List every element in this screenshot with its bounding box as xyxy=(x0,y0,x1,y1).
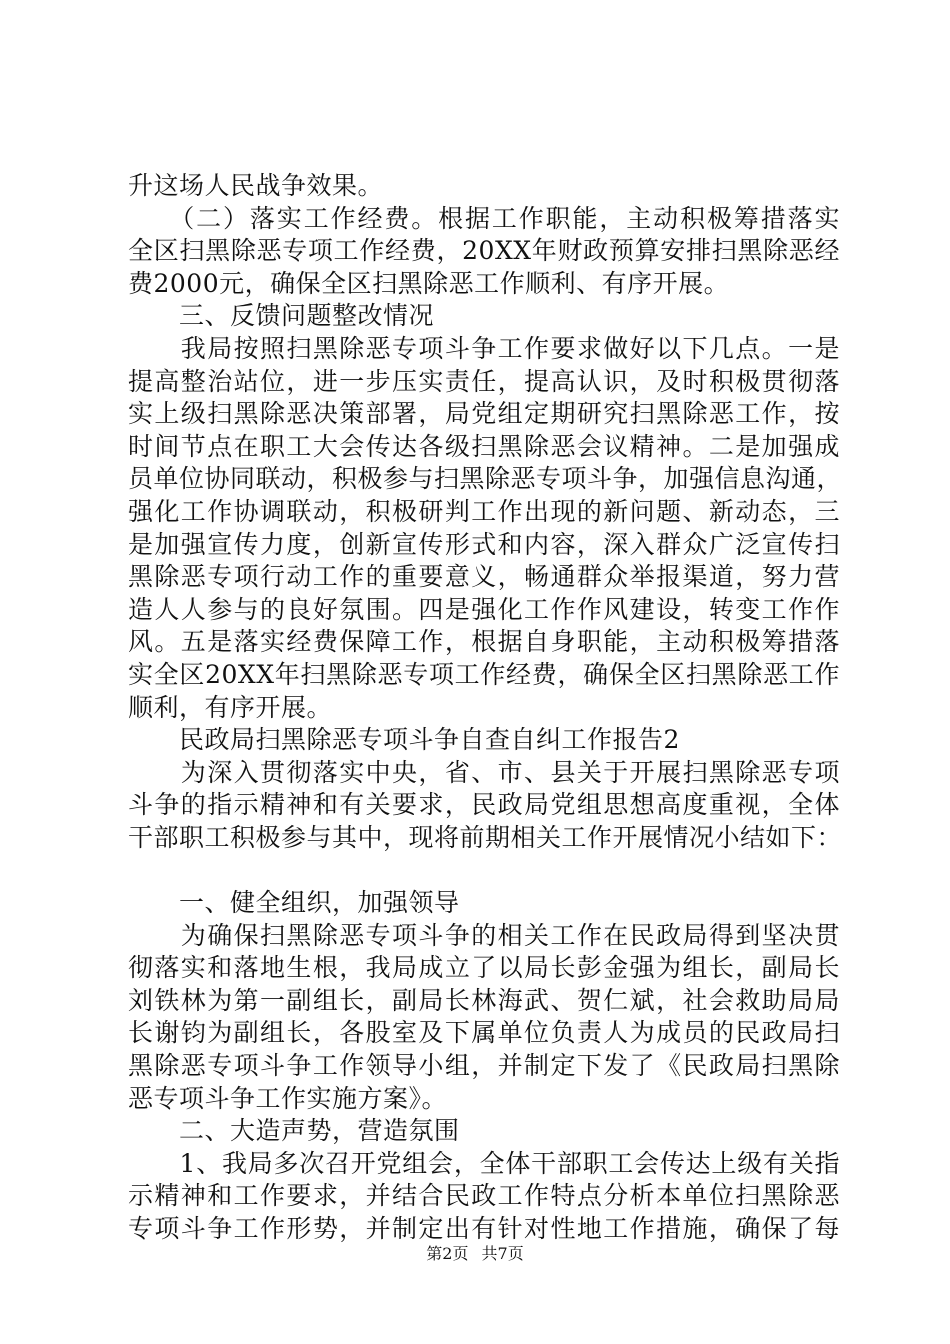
text-line: 是加强宣传力度，创新宣传形式和内容，深入群众广泛宣传扫 xyxy=(128,529,840,559)
text-line: 三、反馈问题整改情况 xyxy=(128,301,435,331)
text-line: 二、大造声势，营造氛围 xyxy=(128,1116,460,1146)
text-line: 黑除恶专项行动工作的重要意义，畅通群众举报渠道，努力营 xyxy=(128,562,840,592)
document-body xyxy=(128,170,843,1246)
text-line: 实上级扫黑除恶决策部署，局党组定期研究扫黑除恶工作，按 xyxy=(128,399,840,429)
text-line: 干部职工积极参与其中，现将前期相关工作开展情况小结如下： xyxy=(128,822,843,852)
text-line: 顺利，有序开展。 xyxy=(128,692,333,722)
text-line: 斗争的指示精神和有关要求，民政局党组思想高度重视，全体 xyxy=(128,790,840,820)
text-line: 长谢钧为副组长，各股室及下属单位负责人为成员的民政局扫 xyxy=(128,1018,840,1048)
text-line: 员单位协同联动，积极参与扫黑除恶专项斗争，加强信息沟通， xyxy=(128,464,843,494)
text-line: 实全区20XX年扫黑除恶专项工作经费，确保全区扫黑除恶工作 xyxy=(128,659,840,689)
text-line: 造人人参与的良好氛围。四是强化工作作风建设，转变工作作 xyxy=(128,594,840,624)
text-line: 民政局扫黑除恶专项斗争自查自纠工作报告2 xyxy=(128,725,680,755)
text-line: 一、健全组织，加强领导 xyxy=(128,888,460,918)
text-line: 升这场人民战争效果。 xyxy=(128,171,384,200)
text-line: 专项斗争工作形势，并制定出有针对性地工作措施，确保了每 xyxy=(128,1214,840,1243)
text-line: （二）落实工作经费。根据工作职能，主动积极筹措落实 xyxy=(128,203,840,233)
text-line: 示精神和工作要求，并结合民政工作特点分析本单位扫黑除恶 xyxy=(128,1181,840,1211)
page-footer xyxy=(0,1244,950,1264)
text-line: 刘铁林为第一副组长，副局长林海武、贺仁斌，社会救助局局 xyxy=(128,985,840,1015)
blank-line xyxy=(128,854,840,887)
text-line: 黑除恶专项斗争工作领导小组，并制定下发了《民政局扫黑除 xyxy=(128,1051,840,1081)
text-line: 我局按照扫黑除恶专项斗争工作要求做好以下几点。一是 xyxy=(128,333,840,363)
text-line: 时间节点在职工大会传达各级扫黑除恶会议精神。二是加强成 xyxy=(128,431,840,461)
text-line: 彻落实和落地生根，我局成立了以局长彭金强为组长，副局长 xyxy=(128,953,840,983)
text-line: 为深入贯彻落实中央，省、市、县关于开展扫黑除恶专项 xyxy=(128,757,840,787)
text-line: 强化工作协调联动，积极研判工作出现的新问题、新动态，三 xyxy=(128,496,840,526)
text-line: 费2000元，确保全区扫黑除恶工作顺利、有序开展。 xyxy=(128,268,730,298)
text-line: 全区扫黑除恶专项工作经费，20XX年财政预算安排扫黑除恶经 xyxy=(128,236,840,266)
text-line: 提高整治站位，进一步压实责任，提高认识，及时积极贯彻落 xyxy=(128,366,840,396)
text-line: 1、我局多次召开党组会，全体干部职工会传达上级有关指 xyxy=(128,1148,840,1178)
page-number: 第2页 xyxy=(426,1244,469,1263)
text-line: 风。五是落实经费保障工作，根据自身职能，主动积极筹措落 xyxy=(128,627,840,657)
text-line: 恶专项斗争工作实施方案》。 xyxy=(128,1083,448,1113)
page-total: 共7页 xyxy=(481,1244,524,1263)
text-line: 为确保扫黑除恶专项斗争的相关工作在民政局得到坚决贯 xyxy=(128,920,840,950)
